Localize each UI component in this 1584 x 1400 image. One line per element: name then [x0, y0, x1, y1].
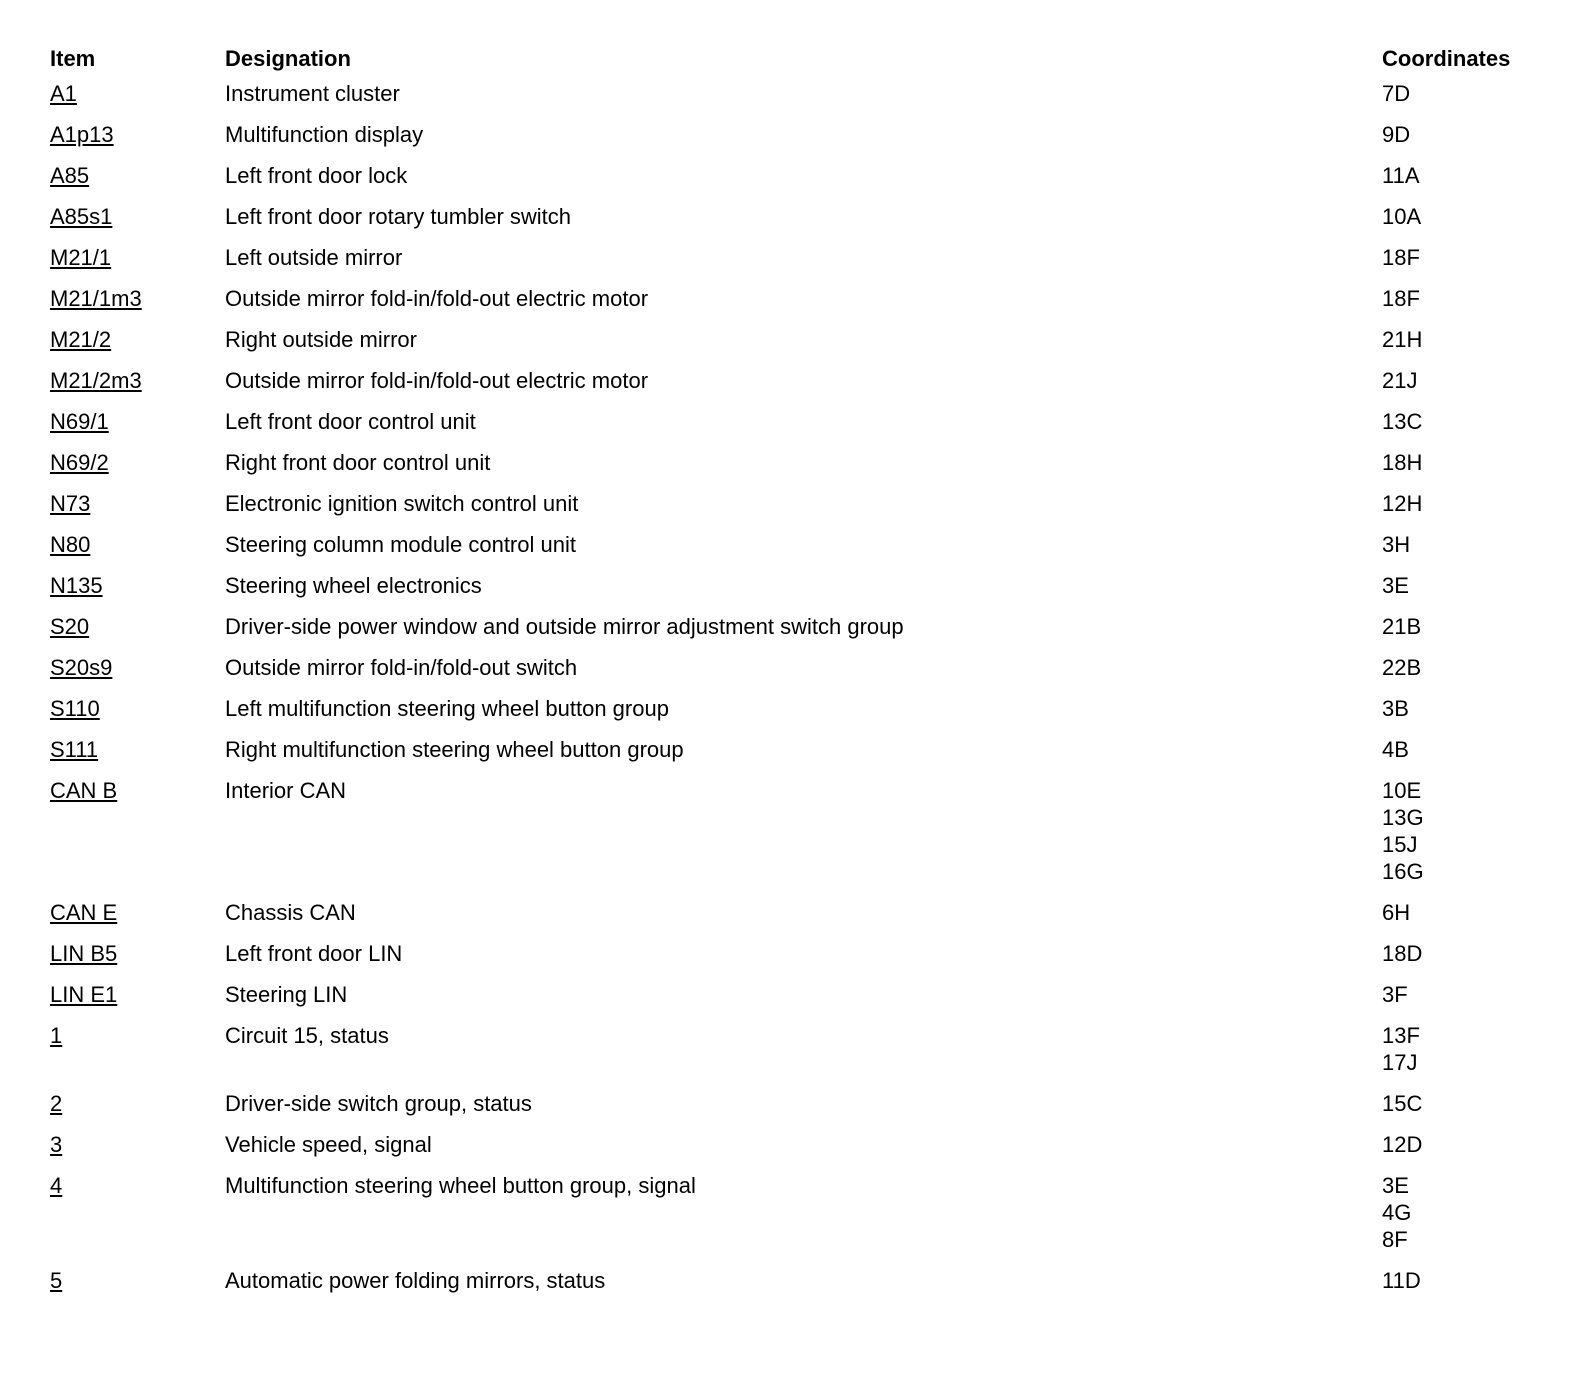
designation-cell: Driver-side power window and outside mirror adjustment switch group [225, 614, 904, 639]
coordinate-value: 8F [1382, 1227, 1408, 1252]
coordinate-value: 18F [1382, 286, 1420, 311]
coordinate-value: 11A [1382, 163, 1420, 188]
coordinates-cell [1382, 652, 1550, 693]
item-link[interactable]: M21/1m3 [50, 286, 142, 311]
coordinate-value: 12H [1382, 491, 1423, 516]
coordinate-value: 4B [1382, 737, 1409, 762]
table-row [50, 529, 1550, 570]
item-cell [50, 734, 225, 775]
table-row [50, 652, 1550, 693]
table-row [50, 611, 1550, 652]
table-row [50, 283, 1550, 324]
item-cell [50, 529, 225, 570]
item-link[interactable]: N69/2 [50, 450, 109, 475]
designation-cell: Outside mirror fold-in/fold-out electric motor [225, 286, 649, 311]
table-row [50, 1170, 1550, 1265]
coordinate-value: 6H [1382, 900, 1411, 925]
table-row [50, 938, 1550, 979]
coordinate-value: 13G [1382, 805, 1424, 830]
item-link[interactable]: M21/2 [50, 327, 112, 352]
coordinate-value: 13F [1382, 1023, 1420, 1048]
designation-cell: Steering LIN [225, 982, 348, 1007]
item-link[interactable]: S20s9 [50, 655, 113, 680]
table-row [50, 734, 1550, 775]
coordinates-cell [1382, 897, 1550, 938]
coordinate-value: 7D [1382, 81, 1411, 106]
item-link[interactable]: S110 [50, 696, 100, 721]
item-link[interactable]: N80 [50, 532, 91, 557]
coordinates-cell [1382, 488, 1550, 529]
item-cell [50, 897, 225, 938]
item-cell [50, 1265, 225, 1306]
coordinates-cell [1382, 775, 1550, 897]
item-cell [50, 652, 225, 693]
item-cell [50, 1088, 225, 1129]
coordinates-cell [1382, 201, 1550, 242]
item-link[interactable]: A1 [50, 81, 77, 106]
coordinates-cell [1382, 324, 1550, 365]
coordinates-cell [1382, 365, 1550, 406]
coordinate-value: 21J [1382, 368, 1418, 393]
designation-cell: Left front door control unit [225, 409, 476, 434]
legend-body [50, 78, 1550, 1306]
coordinates-cell [1382, 570, 1550, 611]
coordinates-cell [1382, 78, 1550, 119]
item-link[interactable]: A85 [50, 163, 90, 188]
coordinates-cell [1382, 693, 1550, 734]
component-legend-table [50, 42, 1550, 1306]
table-header-row [50, 42, 1550, 78]
table-row [50, 119, 1550, 160]
coordinates-cell [1382, 734, 1550, 775]
coordinate-value: 3E [1382, 573, 1409, 598]
item-cell [50, 201, 225, 242]
designation-cell: Driver-side switch group, status [225, 1091, 532, 1116]
coordinates-cell [1382, 611, 1550, 652]
item-cell [50, 406, 225, 447]
coordinates-cell [1382, 1265, 1550, 1306]
item-link[interactable]: A1p13 [50, 122, 114, 147]
coordinates-cell [1382, 529, 1550, 570]
designation-cell: Vehicle speed, signal [225, 1132, 432, 1157]
item-link[interactable]: A85s1 [50, 204, 113, 229]
coordinates-cell [1382, 242, 1550, 283]
item-link[interactable]: N135 [50, 573, 103, 598]
coordinates-cell [1382, 1170, 1550, 1265]
table-row [50, 979, 1550, 1020]
item-cell [50, 119, 225, 160]
item-link[interactable]: 2 [50, 1091, 63, 1116]
designation-cell: Right multifunction steering wheel button group [225, 737, 684, 762]
designation-cell: Left front door LIN [225, 941, 403, 966]
coordinate-value: 22B [1382, 655, 1422, 680]
item-cell [50, 488, 225, 529]
designation-cell: Left front door rotary tumbler switch [225, 204, 572, 229]
table-row [50, 406, 1550, 447]
coordinates-cell [1382, 1020, 1550, 1088]
designation-cell: Right front door control unit [225, 450, 491, 475]
item-cell [50, 242, 225, 283]
coordinates-cell [1382, 160, 1550, 201]
coordinates-cell [1382, 283, 1550, 324]
designation-cell: Right outside mirror [225, 327, 417, 352]
item-cell [50, 160, 225, 201]
table-row [50, 775, 1550, 897]
coordinate-value: 18D [1382, 941, 1423, 966]
coordinate-value: 15C [1382, 1091, 1423, 1116]
item-cell [50, 1129, 225, 1170]
designation-cell: Steering wheel electronics [225, 573, 482, 598]
coordinate-value: 10E [1382, 778, 1422, 803]
coordinate-value: 3F [1382, 982, 1408, 1007]
item-link[interactable]: CAN E [50, 900, 118, 925]
table-row [50, 693, 1550, 734]
item-cell [50, 979, 225, 1020]
table-row [50, 201, 1550, 242]
table-row [50, 1265, 1550, 1306]
designation-cell: Outside mirror fold-in/fold-out switch [225, 655, 578, 680]
designation-cell: Electronic ignition switch control unit [225, 491, 579, 516]
item-link[interactable]: 3 [50, 1132, 63, 1157]
item-link[interactable]: LIN B5 [50, 941, 118, 966]
column-header-designation: Designation [225, 46, 351, 71]
column-header-coordinates: Coordinates [1382, 46, 1511, 71]
coordinate-value: 21H [1382, 327, 1423, 352]
coordinate-value: 12D [1382, 1132, 1423, 1157]
table-row [50, 570, 1550, 611]
item-cell [50, 775, 225, 897]
table-row [50, 160, 1550, 201]
coordinates-cell [1382, 979, 1550, 1020]
coordinate-value: 15J [1382, 832, 1418, 857]
designation-cell: Chassis CAN [225, 900, 356, 925]
item-link[interactable]: N73 [50, 491, 91, 516]
table-row [50, 447, 1550, 488]
coordinate-value: 9D [1382, 122, 1411, 147]
item-cell [50, 570, 225, 611]
coordinate-value: 17J [1382, 1050, 1418, 1075]
designation-cell: Interior CAN [225, 778, 347, 803]
coordinate-value: 18H [1382, 450, 1423, 475]
designation-cell: Left front door lock [225, 163, 408, 188]
coordinate-value: 3B [1382, 696, 1409, 721]
designation-cell: Outside mirror fold-in/fold-out electric motor [225, 368, 649, 393]
coordinate-value: 4G [1382, 1200, 1412, 1225]
table-row [50, 1129, 1550, 1170]
coordinates-cell [1382, 1088, 1550, 1129]
coordinates-cell [1382, 119, 1550, 160]
designation-cell: Left outside mirror [225, 245, 403, 270]
item-cell [50, 324, 225, 365]
coordinate-value: 16G [1382, 859, 1424, 884]
item-link[interactable]: CAN B [50, 778, 118, 803]
designation-cell: Multifunction display [225, 122, 424, 147]
designation-cell: Instrument cluster [225, 81, 400, 106]
item-cell [50, 611, 225, 652]
designation-cell: Circuit 15, status [225, 1023, 389, 1048]
item-link[interactable]: M21/2m3 [50, 368, 142, 393]
designation-cell: Left multifunction steering wheel button group [225, 696, 669, 721]
coordinate-value: 11D [1382, 1268, 1421, 1293]
item-cell [50, 693, 225, 734]
coordinate-value: 10A [1382, 204, 1422, 229]
item-cell [50, 78, 225, 119]
table-row [50, 78, 1550, 119]
item-link[interactable]: 1 [50, 1023, 63, 1048]
coordinate-value: 3E [1382, 1173, 1409, 1198]
table-row [50, 1020, 1550, 1088]
item-cell [50, 938, 225, 979]
coordinate-value: 18F [1382, 245, 1420, 270]
item-cell [50, 447, 225, 488]
coordinates-cell [1382, 938, 1550, 979]
coordinate-value: 13C [1382, 409, 1423, 434]
table-row [50, 324, 1550, 365]
item-link[interactable]: M21/1 [50, 245, 112, 270]
item-link[interactable]: S111 [50, 737, 99, 762]
item-link[interactable]: S20 [50, 614, 90, 639]
item-link[interactable]: 4 [50, 1173, 63, 1198]
coordinate-value: 21B [1382, 614, 1422, 639]
designation-cell: Automatic power folding mirrors, status [225, 1268, 606, 1293]
item-cell [50, 283, 225, 324]
item-cell [50, 1020, 225, 1088]
table-row [50, 1088, 1550, 1129]
table-row [50, 242, 1550, 283]
item-link[interactable]: 5 [50, 1268, 63, 1293]
designation-cell: Multifunction steering wheel button group, signal [225, 1173, 696, 1198]
table-row [50, 897, 1550, 938]
coordinates-cell [1382, 447, 1550, 488]
item-link[interactable]: LIN E1 [50, 982, 118, 1007]
designation-cell: Steering column module control unit [225, 532, 576, 557]
coordinates-cell [1382, 1129, 1550, 1170]
coordinates-cell [1382, 406, 1550, 447]
coordinate-value: 3H [1382, 532, 1411, 557]
item-link[interactable]: N69/1 [50, 409, 109, 434]
column-header-item: Item [50, 46, 96, 71]
table-row [50, 488, 1550, 529]
item-cell [50, 1170, 225, 1265]
item-cell [50, 365, 225, 406]
table-row [50, 365, 1550, 406]
